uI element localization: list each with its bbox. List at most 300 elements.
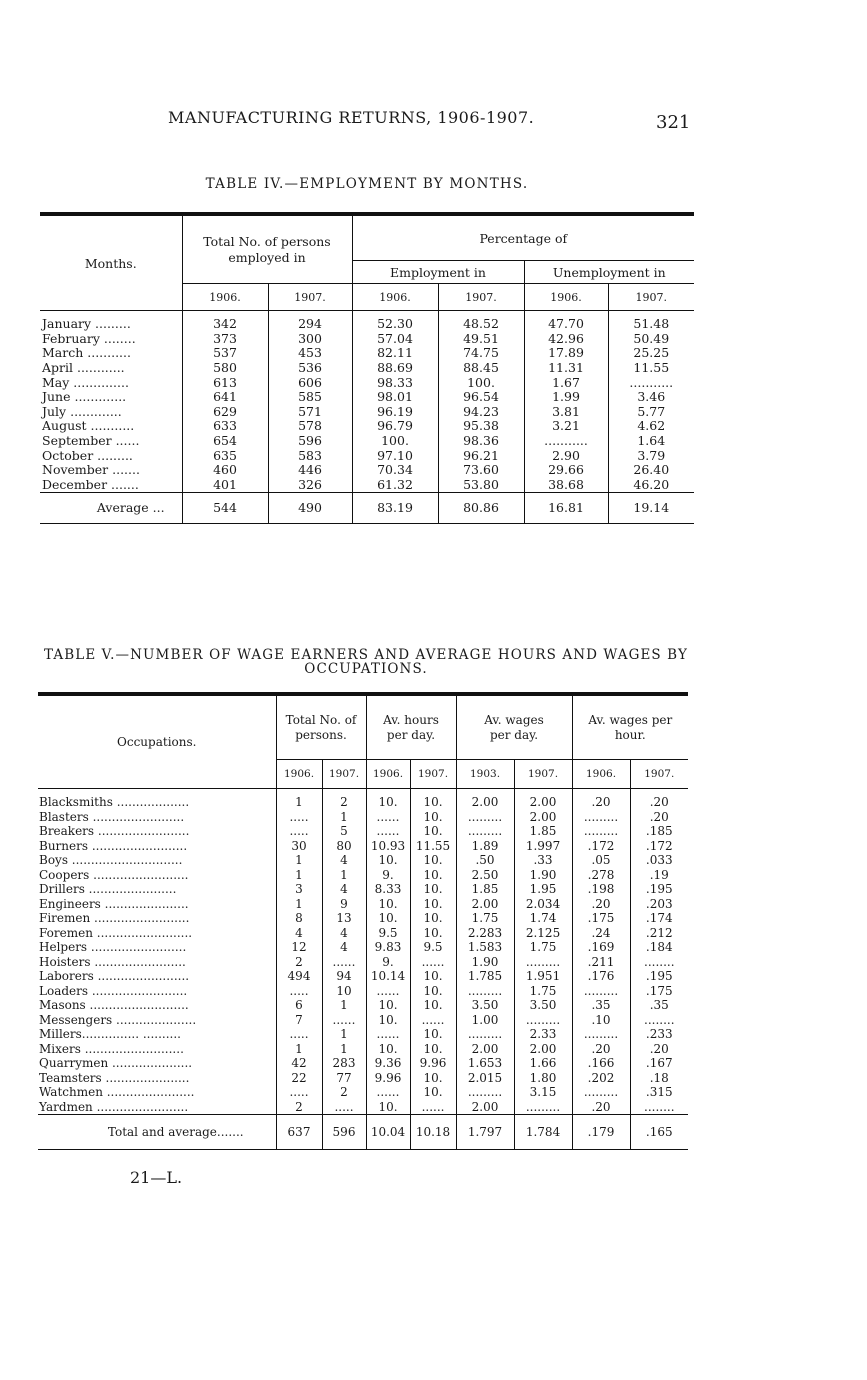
table-cell: 25.25 xyxy=(633,346,670,361)
total-cell: 1.797 xyxy=(456,1115,514,1150)
average-cell: 19.14 xyxy=(608,493,694,524)
table-cell: ..... xyxy=(322,1100,366,1115)
table-row xyxy=(38,1100,688,1115)
table-cell: ..... xyxy=(276,1027,322,1042)
table-cell: 633 xyxy=(182,419,268,434)
year-header: 1907. xyxy=(268,284,352,311)
table-cell: ..... xyxy=(276,824,322,839)
table-cell: 100. xyxy=(438,375,524,390)
table-cell: 10. xyxy=(410,1042,456,1057)
year-header: 1906. xyxy=(352,284,438,311)
table-cell: 4 xyxy=(322,853,366,868)
table-cell: 98.33 xyxy=(352,375,438,390)
table-cell: ......... xyxy=(456,824,514,839)
table-cell: .278 xyxy=(572,868,630,883)
table-cell: 98.36 xyxy=(438,434,524,449)
table-iv-employment-by-months xyxy=(40,212,694,524)
table-cell: 2.00 xyxy=(456,1042,514,1057)
year-header: 1903. xyxy=(456,760,514,789)
table-row xyxy=(40,390,694,405)
table-row xyxy=(38,955,688,970)
table-cell: ...... xyxy=(366,984,410,999)
table-cell: 2 xyxy=(322,1085,366,1100)
table-cell: 1.74 xyxy=(514,911,572,926)
table-cell: 47.70 xyxy=(524,311,608,332)
folio-signature: 21—L. xyxy=(130,1168,183,1187)
table-cell: .20 xyxy=(572,1042,630,1057)
table-row xyxy=(40,332,694,347)
table-cell: 10. xyxy=(410,969,456,984)
occupation-label: Coopers ......................... xyxy=(38,868,276,883)
table-cell: 30 xyxy=(276,839,322,854)
total-cell: .165 xyxy=(630,1115,688,1150)
month-label: March ........... xyxy=(40,346,182,361)
table-row xyxy=(40,434,694,449)
table-cell: 1 xyxy=(276,789,322,810)
running-head-title: MANUFACTURING RETURNS, 1906-1907. xyxy=(168,108,535,127)
table-cell: 10. xyxy=(366,911,410,926)
table-cell: 70.34 xyxy=(352,463,438,478)
table-cell: 1 xyxy=(322,868,366,883)
average-label: Average ... xyxy=(40,493,182,524)
table-cell: 342 xyxy=(182,311,268,332)
table-row xyxy=(38,810,688,825)
table-cell: ......... xyxy=(572,984,630,999)
table-cell: ...... xyxy=(366,1085,410,1100)
table-cell: 2.015 xyxy=(456,1071,514,1086)
table-cell: .315 xyxy=(645,1085,673,1100)
table-row xyxy=(38,926,688,941)
table-cell: .198 xyxy=(572,882,630,897)
table-cell: 61.32 xyxy=(352,478,438,493)
table-cell: .202 xyxy=(572,1071,630,1086)
table-cell: ...... xyxy=(322,955,366,970)
occupation-label: Firemen ......................... xyxy=(38,911,276,926)
table-cell: .175 xyxy=(572,911,630,926)
table-cell: 3 xyxy=(276,882,322,897)
table-cell: 48.52 xyxy=(438,311,524,332)
occupation-label: Teamsters ...................... xyxy=(38,1071,276,1086)
table-cell: 10.14 xyxy=(366,969,410,984)
table-cell: .19 xyxy=(649,867,669,882)
table-cell: 10. xyxy=(410,984,456,999)
occupation-label: Hoisters ........................ xyxy=(38,955,276,970)
table-cell: .172 xyxy=(572,839,630,854)
table-cell: 2 xyxy=(322,789,366,810)
table-cell: ......... xyxy=(572,824,630,839)
table-cell: 8 xyxy=(276,911,322,926)
table-cell: 10. xyxy=(410,868,456,883)
table-cell: 1.951 xyxy=(514,969,572,984)
header-employment: Employment in xyxy=(352,261,524,284)
table-cell: 9.96 xyxy=(366,1071,410,1086)
table-row xyxy=(38,1056,688,1071)
table-cell: 583 xyxy=(268,448,352,463)
table-cell: ..... xyxy=(276,984,322,999)
header-av-wages-hour: Av. wages per hour. xyxy=(572,694,688,760)
table-cell: 2.283 xyxy=(456,926,514,941)
table-cell: ........... xyxy=(629,375,674,390)
table-cell: 453 xyxy=(268,346,352,361)
occupation-label: Loaders ......................... xyxy=(38,984,276,999)
table-cell: 8.33 xyxy=(366,882,410,897)
table-cell: 11.55 xyxy=(633,360,670,376)
table-cell: 613 xyxy=(182,375,268,390)
occupation-label: Messengers ..................... xyxy=(38,1013,276,1028)
table-row xyxy=(38,1027,688,1042)
table-cell: 10. xyxy=(410,1071,456,1086)
table-cell: 22 xyxy=(276,1071,322,1086)
table-cell: 2.90 xyxy=(524,448,608,463)
table-cell: 96.19 xyxy=(352,405,438,420)
table-cell: .174 xyxy=(645,911,673,926)
table-cell: 585 xyxy=(268,390,352,405)
table-cell: 641 xyxy=(182,390,268,405)
table-cell: 1.67 xyxy=(524,375,608,390)
average-cell: 16.81 xyxy=(524,493,608,524)
table-cell: 1.653 xyxy=(456,1056,514,1071)
table-cell: 10. xyxy=(366,1100,410,1115)
occupation-label: Laborers ........................ xyxy=(38,969,276,984)
table-row xyxy=(38,1042,688,1057)
table-cell: .20 xyxy=(649,1041,669,1056)
table-cell: 96.79 xyxy=(352,419,438,434)
table-cell: 95.38 xyxy=(438,419,524,434)
table-v-title: TABLE V.—NUMBER OF WAGE EARNERS AND AVERAGE HOURS AND WAGES BY OCCUPATIONS. xyxy=(44,647,688,677)
table-cell: 3.81 xyxy=(524,405,608,420)
table-cell: ......... xyxy=(572,1085,630,1100)
table-cell: 46.20 xyxy=(633,477,670,492)
month-label: October ......... xyxy=(40,448,182,463)
occupation-label: Millers............... .......... xyxy=(38,1027,276,1042)
table-cell: .20 xyxy=(572,1100,630,1115)
table-row xyxy=(38,1071,688,1086)
page-number: 321 xyxy=(656,112,691,133)
table-cell: 10. xyxy=(410,926,456,941)
table-cell: 82.11 xyxy=(352,346,438,361)
table-row xyxy=(38,1085,688,1100)
table-cell: 9 xyxy=(322,897,366,912)
table-cell: 10. xyxy=(366,1013,410,1028)
table-row xyxy=(38,897,688,912)
table-cell: .169 xyxy=(572,940,630,955)
table-cell: 6 xyxy=(276,998,322,1013)
table-cell: 3.79 xyxy=(637,448,666,463)
table-cell: 1.85 xyxy=(456,882,514,897)
table-cell: 1.66 xyxy=(514,1056,572,1071)
table-cell: ...... xyxy=(322,1013,366,1028)
total-cell: 10.04 xyxy=(366,1115,410,1150)
table-row xyxy=(38,940,688,955)
table-cell: ...... xyxy=(410,1013,456,1028)
table-cell: 4 xyxy=(322,940,366,955)
table-cell: ..... xyxy=(276,1085,322,1100)
table-row xyxy=(38,882,688,897)
table-cell: 26.40 xyxy=(633,462,670,478)
table-cell: ...... xyxy=(366,824,410,839)
table-cell: 2.00 xyxy=(456,897,514,912)
year-header: 1907. xyxy=(410,760,456,789)
table-cell: .05 xyxy=(572,853,630,868)
table-cell: ..... xyxy=(276,810,322,825)
table-cell: 9.83 xyxy=(366,940,410,955)
occupation-label: Watchmen ....................... xyxy=(38,1085,276,1100)
table-row xyxy=(40,346,694,361)
table-cell: 11.31 xyxy=(524,361,608,376)
table-cell: 98.01 xyxy=(352,390,438,405)
table-cell: 1 xyxy=(276,853,322,868)
occupation-label: Drillers ....................... xyxy=(38,882,276,897)
table-cell: 2.50 xyxy=(456,868,514,883)
table-cell: 1.64 xyxy=(637,433,666,449)
table-cell: ......... xyxy=(456,1027,514,1042)
table-cell: 300 xyxy=(268,332,352,347)
table-cell: 97.10 xyxy=(352,448,438,463)
table-cell: 96.54 xyxy=(438,390,524,405)
header-percentage: Percentage of xyxy=(352,214,694,261)
month-label: April ............ xyxy=(40,361,182,376)
table-cell: 1 xyxy=(322,998,366,1013)
table-cell: .166 xyxy=(572,1056,630,1071)
occupation-label: Blacksmiths ................... xyxy=(38,789,276,810)
table-cell: 57.04 xyxy=(352,332,438,347)
average-cell: 544 xyxy=(182,493,268,524)
table-cell: 3.50 xyxy=(456,998,514,1013)
table-cell: ........ xyxy=(644,954,675,969)
table-cell: .167 xyxy=(645,1056,673,1071)
table-cell: 73.60 xyxy=(438,463,524,478)
table-cell: 4.62 xyxy=(637,419,666,434)
table-cell: 9.5 xyxy=(366,926,410,941)
table-cell: 42.96 xyxy=(524,332,608,347)
table-cell: .233 xyxy=(645,1027,673,1042)
table-cell: 4 xyxy=(322,926,366,941)
table-cell: ...... xyxy=(366,810,410,825)
table-cell: 10. xyxy=(366,853,410,868)
table-row xyxy=(38,984,688,999)
table-cell: 94.23 xyxy=(438,405,524,420)
table-cell: 3.50 xyxy=(514,998,572,1013)
table-cell: 1 xyxy=(276,868,322,883)
table-cell: 1.90 xyxy=(456,955,514,970)
occupation-label: Foremen ......................... xyxy=(38,926,276,941)
table-cell: 401 xyxy=(182,478,268,493)
month-label: May .............. xyxy=(40,375,182,390)
table-cell: 3.21 xyxy=(524,419,608,434)
header-total-persons: Total No. of persons. xyxy=(276,694,366,760)
table-cell: 1.75 xyxy=(456,911,514,926)
table-cell: 654 xyxy=(182,434,268,449)
table-cell: 10. xyxy=(366,897,410,912)
table-cell: 629 xyxy=(182,405,268,420)
table-cell: 2.00 xyxy=(514,810,572,825)
month-label: August ........... xyxy=(40,419,182,434)
table-cell: 10. xyxy=(410,824,456,839)
table-cell: 74.75 xyxy=(438,346,524,361)
table-cell: 17.89 xyxy=(524,346,608,361)
occupation-label: Burners ......................... xyxy=(38,839,276,854)
table-row xyxy=(40,361,694,376)
month-label: November ....... xyxy=(40,463,182,478)
total-row xyxy=(38,1115,688,1150)
table-cell: 10. xyxy=(410,853,456,868)
table-cell: .20 xyxy=(649,795,669,810)
table-cell: .35 xyxy=(572,998,630,1013)
table-cell: 1.785 xyxy=(456,969,514,984)
table-cell: 1.90 xyxy=(514,868,572,883)
table-cell: 13 xyxy=(322,911,366,926)
year-header: 1907. xyxy=(438,284,524,311)
table-cell: .50 xyxy=(456,853,514,868)
year-header: 1906. xyxy=(182,284,268,311)
table-cell: 5.77 xyxy=(637,404,666,419)
table-cell: 1.75 xyxy=(514,940,572,955)
table-cell: 2.00 xyxy=(456,789,514,810)
table-cell: 2 xyxy=(276,955,322,970)
table-cell: 596 xyxy=(268,434,352,449)
total-label: Total and average....... xyxy=(38,1115,276,1150)
table-cell: .10 xyxy=(572,1013,630,1028)
occupation-label: Boys ............................. xyxy=(38,853,276,868)
table-cell: 1 xyxy=(322,810,366,825)
table-cell: 2.00 xyxy=(514,1042,572,1057)
table-cell: 9. xyxy=(366,955,410,970)
total-cell: 637 xyxy=(276,1115,322,1150)
table-row xyxy=(40,448,694,463)
table-cell: 2.125 xyxy=(514,926,572,941)
table-cell: 9.5 xyxy=(410,940,456,955)
table-cell: 2.00 xyxy=(514,789,572,810)
year-header: 1907. xyxy=(630,760,688,789)
table-cell: 77 xyxy=(322,1071,366,1086)
table-cell: 1.80 xyxy=(514,1071,572,1086)
table-cell: 50.49 xyxy=(633,331,670,346)
table-cell: 52.30 xyxy=(352,311,438,332)
month-label: September ...... xyxy=(40,434,182,449)
table-cell: .195 xyxy=(645,969,673,984)
table-cell: 2.33 xyxy=(514,1027,572,1042)
table-cell: 10. xyxy=(410,882,456,897)
table-cell: 10. xyxy=(366,789,410,810)
table-cell: 460 xyxy=(182,463,268,478)
table-cell: 10. xyxy=(366,998,410,1013)
average-cell: 490 xyxy=(268,493,352,524)
table-cell: 635 xyxy=(182,448,268,463)
table-cell: .176 xyxy=(572,969,630,984)
table-cell: .20 xyxy=(572,789,630,810)
header-months: Months. xyxy=(40,214,182,311)
table-cell: 10. xyxy=(410,1027,456,1042)
table-cell: .212 xyxy=(645,925,673,940)
table-cell: 3.15 xyxy=(514,1085,572,1100)
table-cell: 1.997 xyxy=(514,839,572,854)
table-cell: 536 xyxy=(268,361,352,376)
table-cell: ........ xyxy=(644,1099,675,1114)
table-cell: 96.21 xyxy=(438,448,524,463)
year-header: 1906. xyxy=(524,284,608,311)
table-cell: 11.55 xyxy=(410,839,456,854)
table-cell: ...... xyxy=(410,955,456,970)
table-cell: 1 xyxy=(276,1042,322,1057)
table-cell: 51.48 xyxy=(633,316,670,332)
total-cell: .179 xyxy=(572,1115,630,1150)
table-cell: ........ xyxy=(644,1012,675,1027)
total-cell: 596 xyxy=(322,1115,366,1150)
table-cell: 294 xyxy=(268,311,352,332)
table-cell: .20 xyxy=(649,809,669,824)
table-row xyxy=(38,824,688,839)
table-cell: 88.69 xyxy=(352,361,438,376)
table-cell: 1.00 xyxy=(456,1013,514,1028)
table-cell: 578 xyxy=(268,419,352,434)
table-cell: 446 xyxy=(268,463,352,478)
table-cell: 10. xyxy=(410,810,456,825)
table-iv-title: TABLE IV.—EMPLOYMENT BY MONTHS. xyxy=(205,176,529,192)
table-row xyxy=(40,419,694,434)
table-cell: 4 xyxy=(322,882,366,897)
header-av-hours: Av. hours per day. xyxy=(366,694,456,760)
table-cell: .33 xyxy=(514,853,572,868)
occupation-label: Helpers ......................... xyxy=(38,940,276,955)
table-cell: 494 xyxy=(276,969,322,984)
table-cell: .35 xyxy=(649,998,669,1013)
month-label: December ....... xyxy=(40,478,182,493)
table-row xyxy=(40,463,694,478)
table-cell: 88.45 xyxy=(438,361,524,376)
table-row xyxy=(40,405,694,420)
table-cell: .20 xyxy=(572,897,630,912)
occupation-label: Quarrymen ..................... xyxy=(38,1056,276,1071)
table-cell: 1 xyxy=(322,1042,366,1057)
year-header: 1906. xyxy=(572,760,630,789)
table-row xyxy=(40,478,694,493)
table-cell: ........... xyxy=(524,434,608,449)
table-cell: 10. xyxy=(410,897,456,912)
occupation-label: Breakers ........................ xyxy=(38,824,276,839)
table-cell: 80 xyxy=(322,839,366,854)
table-cell: 29.66 xyxy=(524,463,608,478)
table-cell: 49.51 xyxy=(438,332,524,347)
month-label: January ......... xyxy=(40,311,182,332)
table-cell: .184 xyxy=(645,940,673,955)
year-header: 1906. xyxy=(276,760,322,789)
table-cell: ...... xyxy=(410,1100,456,1115)
table-cell: 10.93 xyxy=(366,839,410,854)
table-row xyxy=(38,1013,688,1028)
table-cell: 1.89 xyxy=(456,839,514,854)
table-cell: 283 xyxy=(322,1056,366,1071)
average-row xyxy=(40,493,694,524)
table-cell: .175 xyxy=(645,983,673,998)
table-cell: 10 xyxy=(322,984,366,999)
table-cell: 100. xyxy=(352,434,438,449)
table-cell: 5 xyxy=(322,824,366,839)
table-row xyxy=(38,839,688,854)
table-cell: ......... xyxy=(456,1085,514,1100)
table-cell: 10. xyxy=(410,911,456,926)
table-cell: 326 xyxy=(268,478,352,493)
table-cell: ......... xyxy=(572,1027,630,1042)
table-cell: 4 xyxy=(276,926,322,941)
table-cell: .195 xyxy=(645,882,673,897)
table-cell: 580 xyxy=(182,361,268,376)
month-label: July ............. xyxy=(40,405,182,420)
table-cell: .18 xyxy=(649,1070,669,1085)
table-cell: .185 xyxy=(645,824,673,839)
month-label: February ........ xyxy=(40,332,182,347)
average-cell: 80.86 xyxy=(438,493,524,524)
table-cell: 1.99 xyxy=(524,390,608,405)
